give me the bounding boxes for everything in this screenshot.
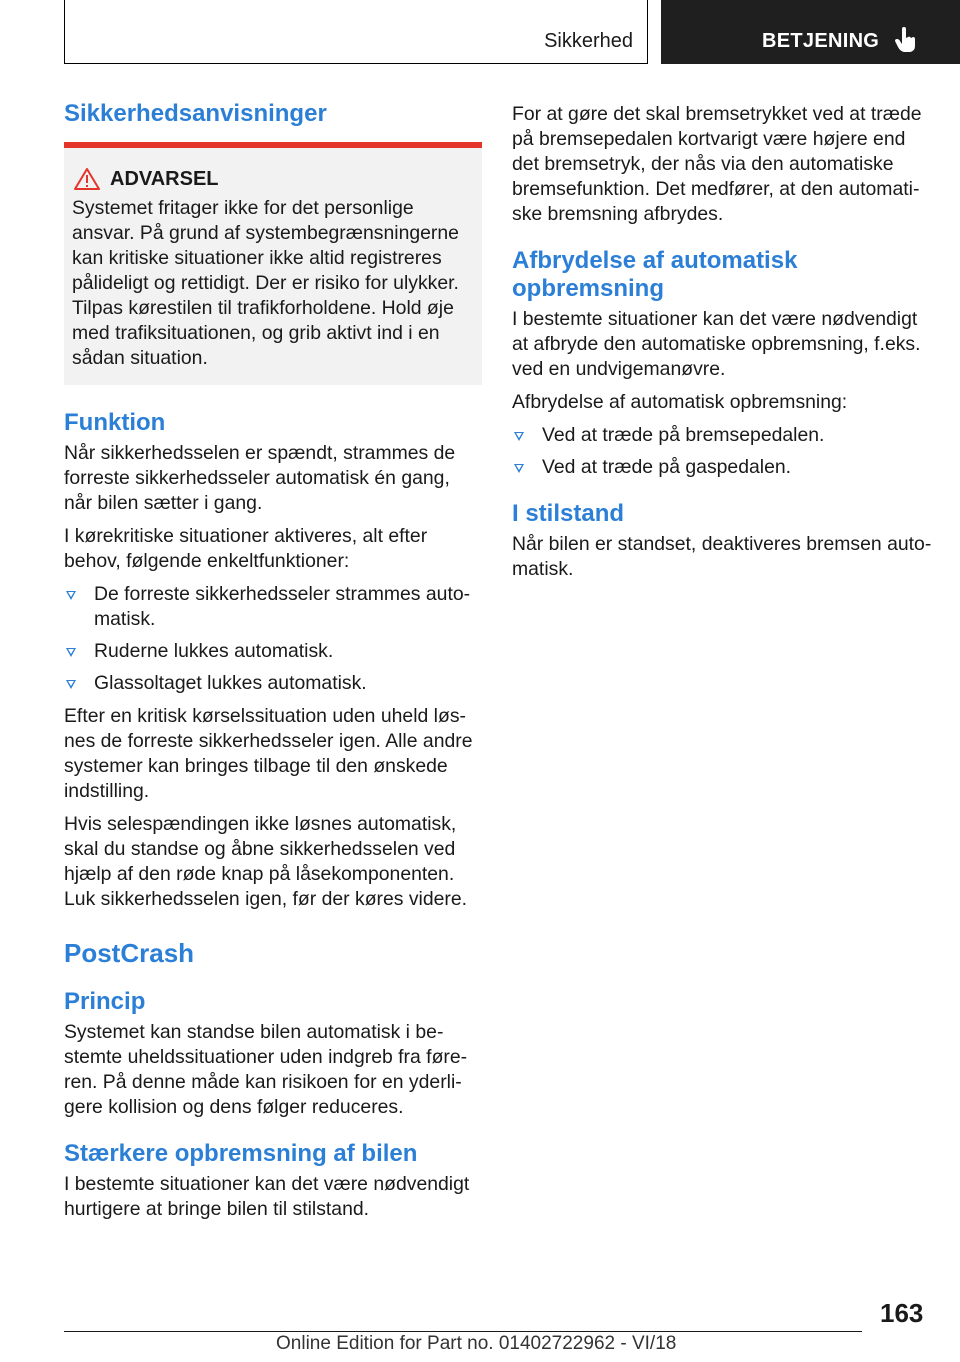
bullet-triangle-icon	[66, 680, 76, 689]
footer-edition: Online Edition for Part no. 01402722962 - VI/18	[276, 1333, 677, 1354]
list-item: Ved at træde på bremsepedalen.	[512, 423, 932, 448]
paragraph-funktion-4: Hvis selespændingen ikke løsnes automatisk, skal du standse og åbne sikkerhedsselen ved hjælp af den røde knap på låsekomponenten. Luk sikkerhedsselen igen, før der køres videre.	[64, 813, 468, 910]
footer-divider	[64, 1331, 862, 1332]
heading-safety: Sikkerhedsanvisninger	[64, 100, 327, 127]
list-item: Ruderne lukkes automatisk.	[64, 639, 482, 664]
warning-box	[64, 142, 482, 385]
paragraph-funktion-2: I kørekritiske situationer aktiveres, alt efter behov, følgende enkeltfunktioner:	[64, 525, 428, 572]
heading-funktion: Funktion	[64, 409, 166, 436]
paragraph-afbrydelse-1: I bestemte situationer kan det være nødvendigt at afbryde den automatiske opbremsning, f.eks. ved en undvigemanøvre.	[512, 308, 921, 380]
bullet-list-abort	[512, 423, 932, 480]
warning-title: ADVARSEL	[110, 168, 219, 190]
heading-stilstand: I stilstand	[512, 500, 625, 527]
warning-triangle-icon	[74, 168, 100, 190]
bullet-triangle-icon	[66, 591, 76, 600]
paragraph-right-1: For at gøre det skal bremsetrykket ved at træde på bremsepedalen kortvarigt være højere end det bremsetryk, der nås via den automatiske bremsefunktion. Det medfører, at den automatiske bremsning afbrydes.	[512, 103, 922, 225]
header-chapter-tab	[661, 0, 960, 64]
paragraph-staerkere: I bestemte situationer kan det være nødvendigt hurtigere at bringe bilen til stilstand.	[64, 1173, 470, 1220]
paragraph-stilstand: Når bilen er standset, deaktiveres bremsen automatisk.	[512, 533, 932, 580]
paragraph-funktion-3: Efter en kritisk kørselssituation uden uheld løsnes de forreste sikkerhedsseler igen. Alle andre systemer kan bringes tilbage til den ønskede indstilling.	[64, 705, 473, 802]
right-column	[512, 102, 932, 590]
hand-pointer-icon	[895, 27, 917, 53]
heading-princip: Princip	[64, 988, 146, 1015]
bullet-triangle-icon	[514, 432, 524, 441]
paragraph-afbrydelse-2: Afbrydelse af automatisk opbremsning:	[512, 391, 848, 413]
bullet-list-functions	[64, 582, 482, 696]
paragraph-princip: Systemet kan standse bilen automatisk i bestemte uheldssituationer uden indgreb fra føreren. På denne måde kan risikoen for en yderligere kollision og dens følger reduceres.	[64, 1021, 468, 1118]
warning-text: Systemet fritager ikke for det personlige ansvar. På grund af systembegrænsningerne kan kritiske situationer ikke altid registreres pålideligt og rettidigt. Der er risiko for ulykker. Tilpas kørestilen til trafikforholdene. Hold øje med trafiksituationen, og grib aktivt ind i en sådan situation.	[72, 197, 459, 369]
left-column	[64, 100, 482, 1230]
header-section-title: Sikkerhed	[544, 30, 633, 52]
bullet-triangle-icon	[514, 464, 524, 473]
list-item: Ved at træde på gaspedalen.	[512, 455, 932, 480]
heading-postcrash: PostCrash	[64, 938, 195, 968]
list-item: De forreste sikkerhedsseler strammes automatisk.	[64, 582, 482, 632]
heading-staerkere: Stærkere opbremsning af bilen	[64, 1140, 418, 1167]
header-chapter-title: BETJENING	[762, 30, 880, 52]
list-item: Glassoltaget lukkes automatisk.	[64, 671, 482, 696]
heading-afbrydelse: Afbrydelse af automatisk opbremsning	[512, 247, 798, 302]
paragraph-funktion-1: Når sikkerhedsselen er spændt, strammes de forreste sikkerhedsseler automatisk én gang, når bilen sætter i gang.	[64, 442, 456, 514]
page-number: 163	[880, 1298, 924, 1328]
bullet-triangle-icon	[66, 648, 76, 657]
header-section-box	[64, 0, 648, 64]
